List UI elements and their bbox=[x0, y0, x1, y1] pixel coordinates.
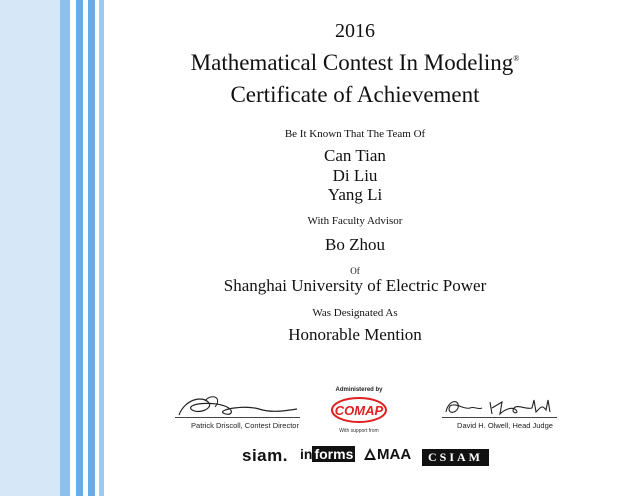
judge-caption: David H. Olwell, Head Judge bbox=[457, 421, 553, 430]
team-member: Can Tian bbox=[324, 146, 386, 165]
team-member: Yang Li bbox=[327, 185, 383, 204]
contest-title bbox=[110, 50, 600, 76]
of-label: Of bbox=[350, 266, 360, 276]
siam-logo: siam. bbox=[242, 446, 288, 465]
informs-logo-prefix: in bbox=[300, 446, 313, 462]
contest-year: 2016 bbox=[335, 20, 375, 42]
advisor-name: Bo Zhou bbox=[325, 235, 385, 254]
maa-emblem-icon bbox=[363, 447, 377, 461]
advisor-label: With Faculty Advisor bbox=[307, 215, 403, 227]
maa-logo bbox=[363, 446, 411, 463]
award-level: Honorable Mention bbox=[288, 325, 422, 344]
certificate-subtitle: Certificate of Achievement bbox=[230, 82, 480, 107]
decorative-blue-band bbox=[0, 0, 110, 496]
team-intro-label: Be It Known That The Team Of bbox=[284, 128, 426, 140]
signature-line bbox=[442, 417, 557, 418]
comap-logo bbox=[330, 395, 388, 425]
support-label: With support from bbox=[339, 428, 379, 434]
informs-logo-boxed: forms bbox=[314, 446, 354, 462]
informs-logo bbox=[300, 446, 355, 462]
csiam-logo: CSIAM bbox=[422, 449, 489, 466]
signature-line bbox=[175, 417, 300, 418]
contest-title-text: Mathematical Contest In Modeling bbox=[190, 50, 514, 75]
institution-name: Shanghai University of Electric Power bbox=[223, 276, 487, 295]
judge-signature bbox=[442, 396, 557, 418]
registered-mark: ® bbox=[513, 54, 520, 63]
administered-by-label: Administered by bbox=[335, 387, 383, 393]
maa-logo-text: MAA bbox=[377, 446, 412, 463]
director-signature bbox=[175, 393, 300, 419]
team-member: Di Liu bbox=[332, 166, 378, 185]
comap-logo-text: COMAP bbox=[334, 403, 384, 418]
director-caption: Patrick Driscoll, Contest Director bbox=[191, 421, 299, 430]
designation-label: Was Designated As bbox=[312, 307, 398, 319]
